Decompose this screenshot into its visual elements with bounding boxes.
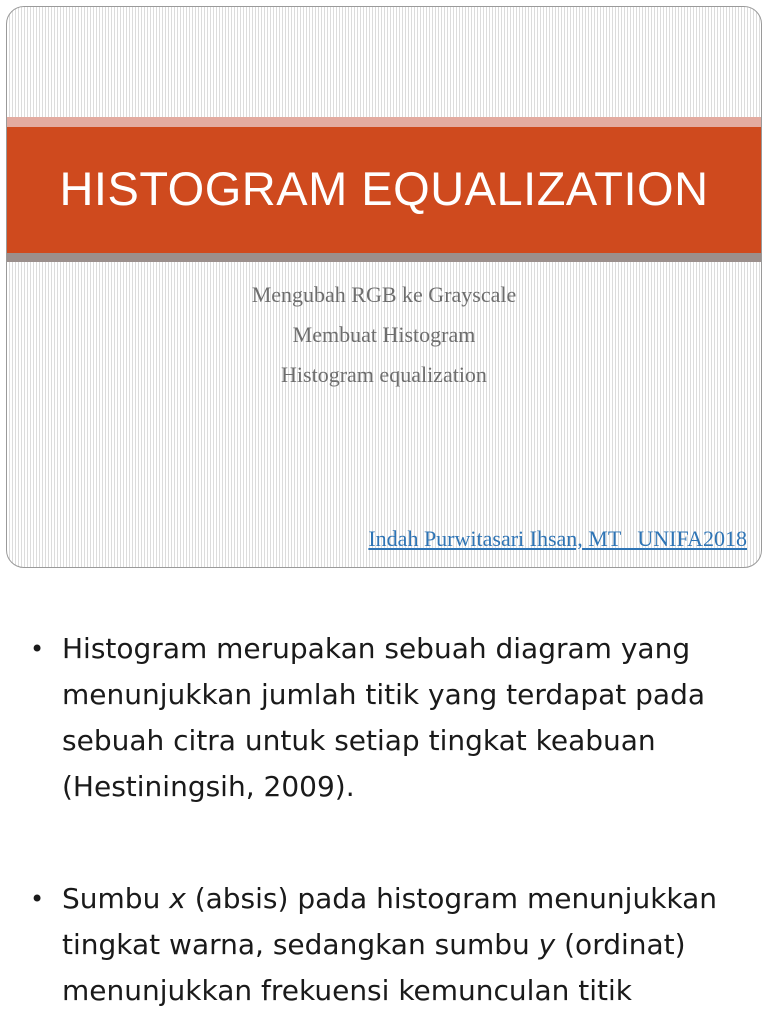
title-band-bottom-accent bbox=[7, 253, 761, 262]
bullet-marker: • bbox=[30, 635, 45, 663]
bullet-text-part: (ordinat) menunjukkan frekuensi kemunculan titik bbox=[62, 928, 686, 1007]
axis-y-variable: y bbox=[538, 928, 556, 961]
subtitle-list bbox=[7, 275, 761, 395]
bullet-text bbox=[62, 876, 748, 1014]
title-band-top-accent bbox=[7, 117, 761, 127]
slide-title: HISTOGRAM EQUALIZATION bbox=[59, 161, 709, 215]
subtitle-item: Mengubah RGB ke Grayscale bbox=[251, 282, 517, 307]
subtitle-item: Histogram equalization bbox=[281, 362, 487, 387]
subtitle-item: Membuat Histogram bbox=[292, 322, 476, 347]
bullet-text: Histogram merupakan sebuah diagram yang menunjukkan jumlah titik yang terdapat pada sebuah citra untuk setiap tingkat keabuan (Hestiningsih, 2009). bbox=[62, 632, 706, 803]
bullet-item bbox=[0, 626, 768, 810]
title-slide bbox=[6, 6, 762, 568]
title-band bbox=[7, 127, 761, 253]
bullet-list bbox=[0, 626, 768, 1014]
author-link[interactable]: Indah Purwitasari Ihsan, MT UNIFA2018 bbox=[368, 526, 747, 551]
axis-x-variable: x bbox=[169, 882, 186, 915]
bullet-item bbox=[0, 876, 768, 1014]
bullet-text-part: (absis) pada histogram menunjukkan tingkat warna, sedangkan sumbu bbox=[62, 882, 718, 961]
bullet-marker: • bbox=[30, 885, 45, 913]
bullet-text-part: Sumbu bbox=[62, 882, 170, 915]
